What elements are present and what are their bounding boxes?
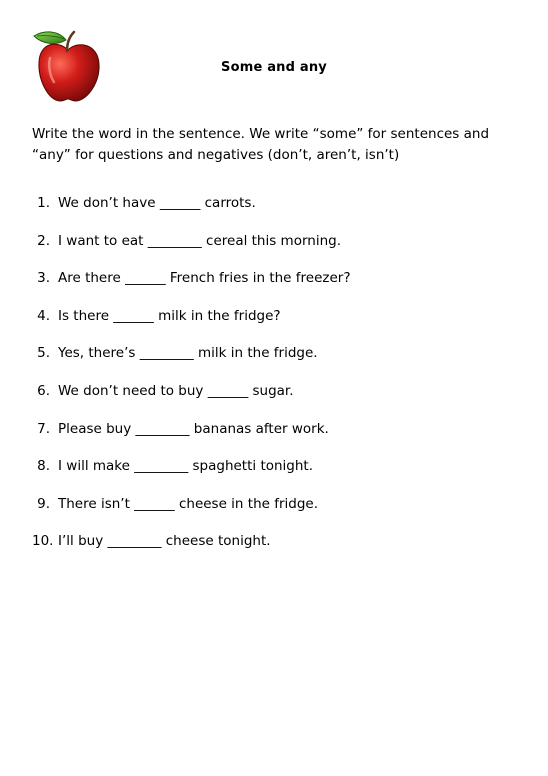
- item-sentence: I’ll buy ________ cheese tonight.: [58, 533, 271, 550]
- instructions: [32, 124, 512, 166]
- item-number: 6.: [37, 382, 50, 399]
- item-sentence: I want to eat ________ cereal this morning.: [58, 232, 341, 249]
- item-number: 5.: [37, 345, 50, 362]
- item-sentence: There isn’t ______ cheese in the fridge.: [58, 495, 319, 512]
- list-item: [32, 381, 512, 419]
- exercise-list: [32, 193, 512, 569]
- list-item: [32, 231, 512, 269]
- list-item: [32, 419, 512, 457]
- item-sentence: We don’t need to buy ______ sugar.: [58, 382, 294, 399]
- item-number: 2.: [37, 232, 50, 249]
- item-number: 1.: [37, 195, 50, 211]
- item-number: 8.: [37, 458, 50, 475]
- item-sentence: We don’t have ______ carrots.: [58, 195, 256, 211]
- list-item: [32, 494, 512, 532]
- item-number: 7.: [37, 420, 50, 437]
- list-item: [32, 343, 512, 381]
- instructions-line-2: “any” for questions and negatives (don’t, aren’t, isn’t): [32, 147, 400, 163]
- item-sentence: I will make ________ spaghetti tonight.: [58, 458, 314, 475]
- item-sentence: Yes, there’s ________ milk in the fridge.: [58, 345, 318, 362]
- list-item: [32, 306, 512, 344]
- item-sentence: Are there ______ French fries in the freezer?: [58, 270, 351, 287]
- item-number: 4.: [37, 307, 50, 324]
- list-item: [32, 456, 512, 494]
- worksheet-title: Some and any: [221, 60, 327, 75]
- item-number: 9.: [37, 495, 50, 512]
- item-sentence: Is there ______ milk in the fridge?: [58, 307, 281, 324]
- item-number: 3.: [37, 270, 50, 287]
- list-item: [32, 193, 512, 231]
- list-item: [32, 531, 512, 569]
- list-item: [32, 268, 512, 306]
- item-sentence: Please buy ________ bananas after work.: [58, 420, 329, 437]
- instructions-line-1: Write the word in the sentence. We write “some” for sentences and: [32, 126, 490, 142]
- item-number: 10.: [32, 533, 54, 550]
